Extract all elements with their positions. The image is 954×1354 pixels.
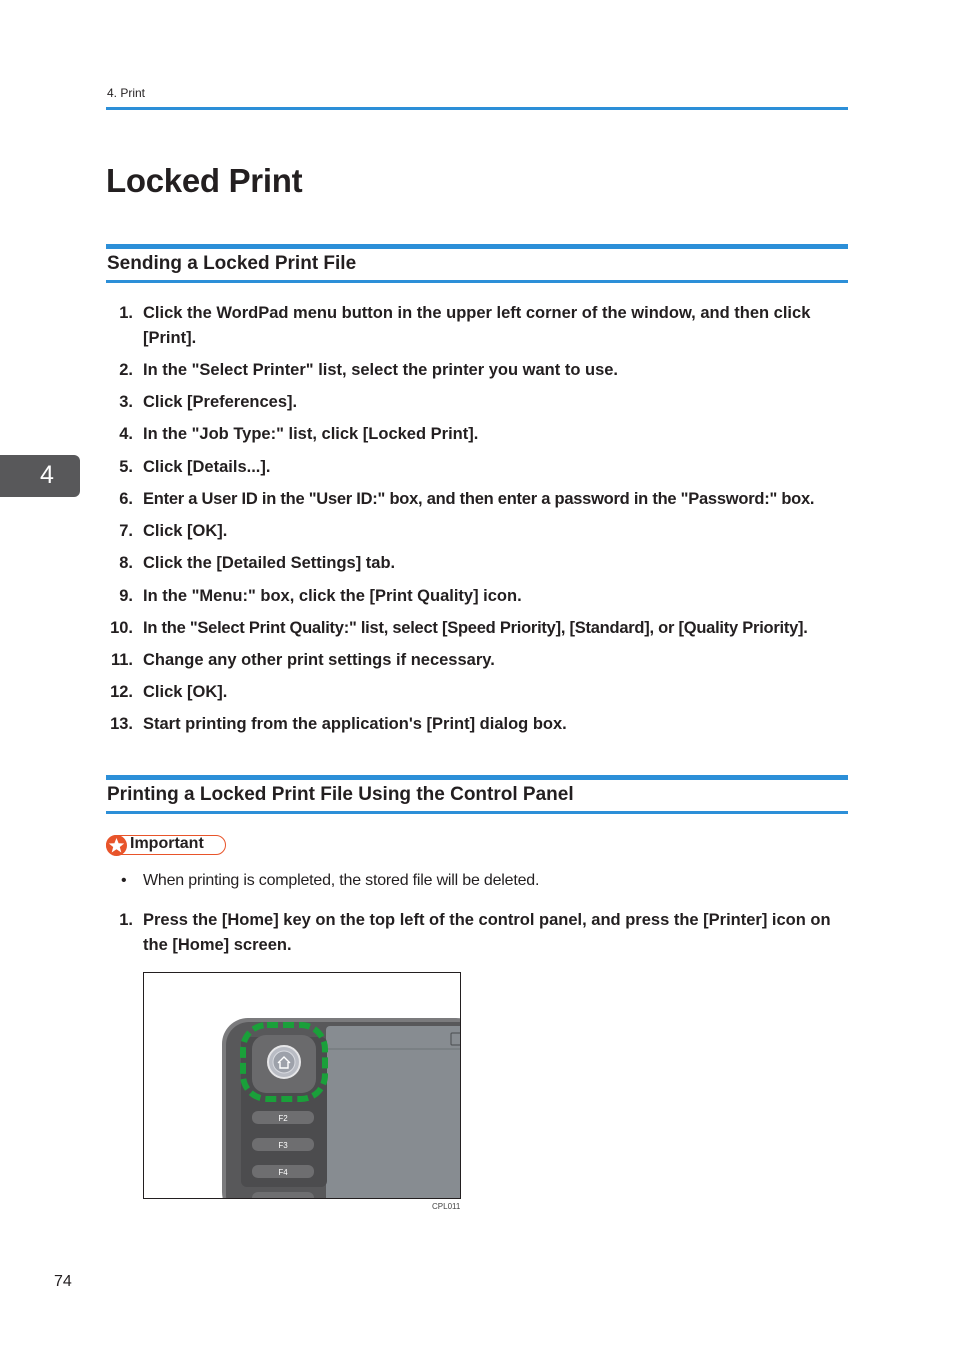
step-text: Press the [Home] key on the top left of the control panel, and press the [Printer] icon on the [Home] screen. <box>143 911 831 954</box>
section-heading-control-panel-text: Printing a Locked Print File Using the Control Panel <box>107 784 574 805</box>
step-number: 7. <box>119 522 133 540</box>
figure-code: CPL011 <box>432 1202 461 1211</box>
step-number: 8. <box>119 554 133 572</box>
chapter-tab-number: 4 <box>40 461 54 489</box>
section-heading-control-panel <box>106 775 848 814</box>
page-title: Locked Print <box>106 162 303 199</box>
step-number: 9. <box>119 587 133 605</box>
step-text: Click [OK]. <box>143 683 228 701</box>
step-number: 4. <box>119 425 133 443</box>
section-heading-sending-text: Sending a Locked Print File <box>107 253 357 274</box>
control-panel-illustration <box>144 973 461 1199</box>
step-text: In the "Select Print Quality:" list, select [Speed Priority], [Standard], or [Quality Priority]. <box>143 619 808 637</box>
step-text: In the "Job Type:" list, click [Locked Print]. <box>143 425 479 443</box>
step-number: 12. <box>110 683 133 701</box>
step-number: 2. <box>119 361 133 379</box>
f3-key-label: F3 <box>278 1141 288 1150</box>
important-badge <box>106 835 226 855</box>
step-number: 10. <box>110 619 133 637</box>
step-text: Enter a User ID in the "User ID:" box, and then enter a password in the "Password:" box. <box>143 490 815 508</box>
section-heading-sending <box>106 244 848 283</box>
step-text: Click [Details...]. <box>143 458 271 476</box>
step-text: Start printing from the application's [Print] dialog box. <box>143 715 567 733</box>
header-rule <box>106 107 848 110</box>
star-icon <box>106 835 127 856</box>
page-number: 74 <box>54 1273 72 1290</box>
step-number: 5. <box>119 458 133 476</box>
step-number: 11. <box>110 651 133 669</box>
step-number: 1. <box>119 911 133 929</box>
chapter-tab <box>0 455 80 497</box>
step-text: Click the [Detailed Settings] tab. <box>143 554 396 572</box>
step-text: Click the WordPad menu button in the upper left corner of the window, and then click [Print]. <box>143 304 811 347</box>
step-text: In the "Menu:" box, click the [Print Quality] icon. <box>143 587 522 605</box>
step-text: Click [OK]. <box>143 522 228 540</box>
step-number: 1. <box>119 304 133 322</box>
f4-key-label: F4 <box>278 1168 288 1177</box>
f2-key-label: F2 <box>278 1114 288 1123</box>
step-text: Change any other print settings if necessary. <box>143 651 495 669</box>
step-text: Click [Preferences]. <box>143 393 298 411</box>
step-text: In the "Select Printer" list, select the printer you want to use. <box>143 361 619 379</box>
step-number: 3. <box>119 393 133 411</box>
bullet-text: When printing is completed, the stored file will be deleted. <box>143 872 540 889</box>
control-panel-figure <box>143 972 461 1199</box>
bullet-dot: • <box>121 872 127 889</box>
step-number: 6. <box>119 490 133 508</box>
step-number: 13. <box>110 715 133 733</box>
running-head: 4. Print <box>107 86 146 100</box>
important-label: Important <box>130 835 204 852</box>
